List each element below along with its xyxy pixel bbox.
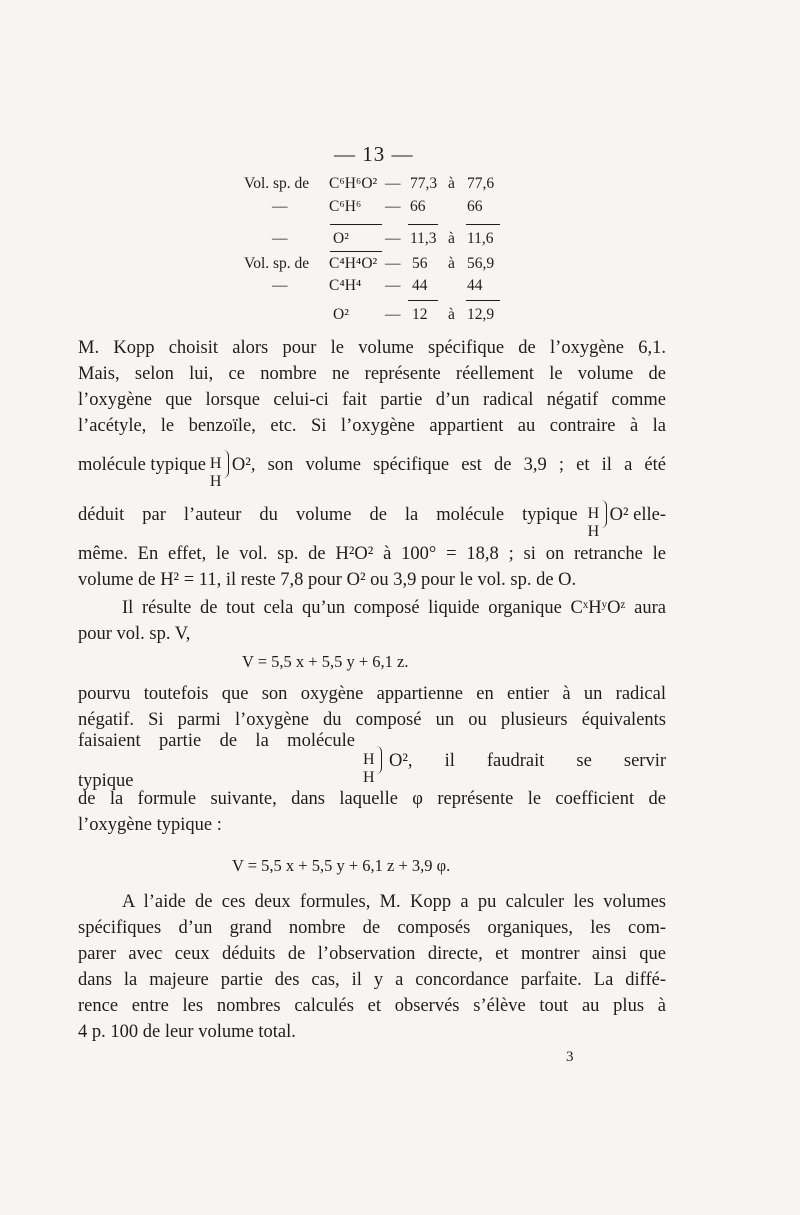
row-formula: C⁴H⁴ <box>329 277 362 294</box>
row-value-low: 44 <box>412 277 428 294</box>
row-formula: C⁶H⁶O² <box>329 175 378 192</box>
row-value-low: 11,3 <box>410 230 437 247</box>
text-line: A l’aide de ces deux formules, M. Kopp a pu calculer les volumes <box>122 892 666 912</box>
text-line: spécifiques d’un grand nombre de composés organiques, les com- <box>78 918 666 938</box>
row-formula: O² <box>333 306 349 323</box>
text-line <box>78 445 666 490</box>
text-line: volume de H² = 11, il reste 7,8 pour O² ou 3,9 pour le vol. sp. de O. <box>78 570 577 590</box>
row-value-high: 11,6 <box>467 230 494 247</box>
row-label: — <box>272 277 288 294</box>
formula-volume-typical: V = 5,5 x + 5,5 y + 6,1 z + 3,9 φ. <box>232 856 451 875</box>
mol-h-top: H <box>587 505 600 522</box>
subtraction-rule <box>330 224 382 225</box>
page-number: — 13 — <box>334 142 414 166</box>
mol-h-bottom: H <box>363 769 375 786</box>
text-segment: déduit par l’auteur du volume de la molécule typique <box>78 505 578 525</box>
typical-molecule-bracket <box>208 446 230 490</box>
row-dash: — <box>385 255 401 272</box>
row-value-low: 77,3 <box>410 175 438 192</box>
brace-glyph <box>223 450 229 478</box>
row-formula: C⁶H⁶ <box>329 198 362 215</box>
table-divider <box>330 251 382 252</box>
text-line: Mais, selon lui, ce nombre ne représente réellement le volume de <box>78 364 666 384</box>
text-line: négatif. Si parmi l’oxygène du composé un ou plusieurs équivalents <box>78 710 666 730</box>
text-segment: O², son volume spécifique est de 3,9 ; et il a été <box>231 455 666 475</box>
text-line: pourvu toutefois que son oxygène appartienne en entier à un radical <box>78 684 666 704</box>
text-segment: O² elle- <box>609 505 666 525</box>
signature-mark: 3 <box>566 1049 574 1065</box>
row-value-high: 12,9 <box>467 306 495 323</box>
text-line <box>78 731 666 791</box>
formula-volume: V = 5,5 x + 5,5 y + 6,1 z. <box>242 652 409 671</box>
row-value-high: 77,6 <box>467 175 495 192</box>
subtraction-rule <box>408 224 438 225</box>
row-sep: à <box>448 255 455 272</box>
row-dash: — <box>385 277 401 294</box>
text-line: l’acétyle, le benzoïle, etc. Si l’oxygène appartient au contraire à la <box>78 416 666 436</box>
typical-molecule-bracket <box>586 496 608 540</box>
subtraction-rule <box>466 300 500 301</box>
row-dash: — <box>385 230 401 247</box>
row-label: Vol. sp. de <box>244 175 310 192</box>
text-line: même. En effet, le vol. sp. de H²O² à 100° = 18,8 ; si on retranche le <box>78 544 666 564</box>
text-segment: faisaient partie de la molécule typique <box>78 731 355 791</box>
subtraction-rule <box>408 300 438 301</box>
mol-h-top: H <box>363 751 375 768</box>
row-sep: à <box>448 230 455 247</box>
text-line: 4 p. 100 de leur volume total. <box>78 1022 296 1042</box>
row-dash: — <box>385 175 401 192</box>
text-line: l’oxygène que lorsque celui-ci fait partie d’un radical négatif comme <box>78 390 666 410</box>
row-sep: à <box>448 306 455 323</box>
mol-h-bottom: H <box>209 473 222 490</box>
subtraction-rule <box>466 224 500 225</box>
row-dash: — <box>385 198 401 215</box>
row-value-high: 44 <box>467 277 483 294</box>
row-value-low: 56 <box>412 255 428 272</box>
brace-glyph <box>376 746 382 774</box>
mol-h-top: H <box>209 455 222 472</box>
text-line: rence entre les nombres calculés et observés s’élève tout au plus à <box>78 996 666 1016</box>
row-value-high: 66 <box>467 198 483 215</box>
row-formula: C⁴H⁴O² <box>329 255 378 272</box>
typical-molecule-bracket <box>361 742 383 786</box>
row-formula: O² <box>333 230 349 247</box>
row-value-low: 66 <box>410 198 426 215</box>
row-value-low: 12 <box>412 306 428 323</box>
text-line: pour vol. sp. V, <box>78 624 191 644</box>
row-label: Vol. sp. de <box>244 255 310 272</box>
text-line: l’oxygène typique : <box>78 815 222 835</box>
text-line: Il résulte de tout cela qu’un composé liquide organique CˣHʸOᶻ aura <box>122 598 666 618</box>
mol-h-bottom: H <box>587 523 600 540</box>
text-line: M. Kopp choisit alors pour le volume spécifique de l’oxygène 6,1. <box>78 338 666 358</box>
row-sep: à <box>448 175 455 192</box>
text-line: parer avec ceux déduits de l’observation directe, et montrer ainsi que <box>78 944 666 964</box>
row-value-high: 56,9 <box>467 255 495 272</box>
row-label: — <box>272 198 288 215</box>
text-segment: O², il faudrait se servir <box>389 751 666 771</box>
row-dash: — <box>385 306 401 323</box>
text-line: de la formule suivante, dans laquelle φ représente le coefficient de <box>78 789 666 809</box>
text-line: dans la majeure partie des cas, il y a concordance parfaite. La diffé- <box>78 970 666 990</box>
brace-glyph <box>601 500 607 528</box>
text-segment: molécule typique <box>78 455 206 475</box>
text-line <box>78 495 666 540</box>
row-label: — <box>272 230 288 247</box>
